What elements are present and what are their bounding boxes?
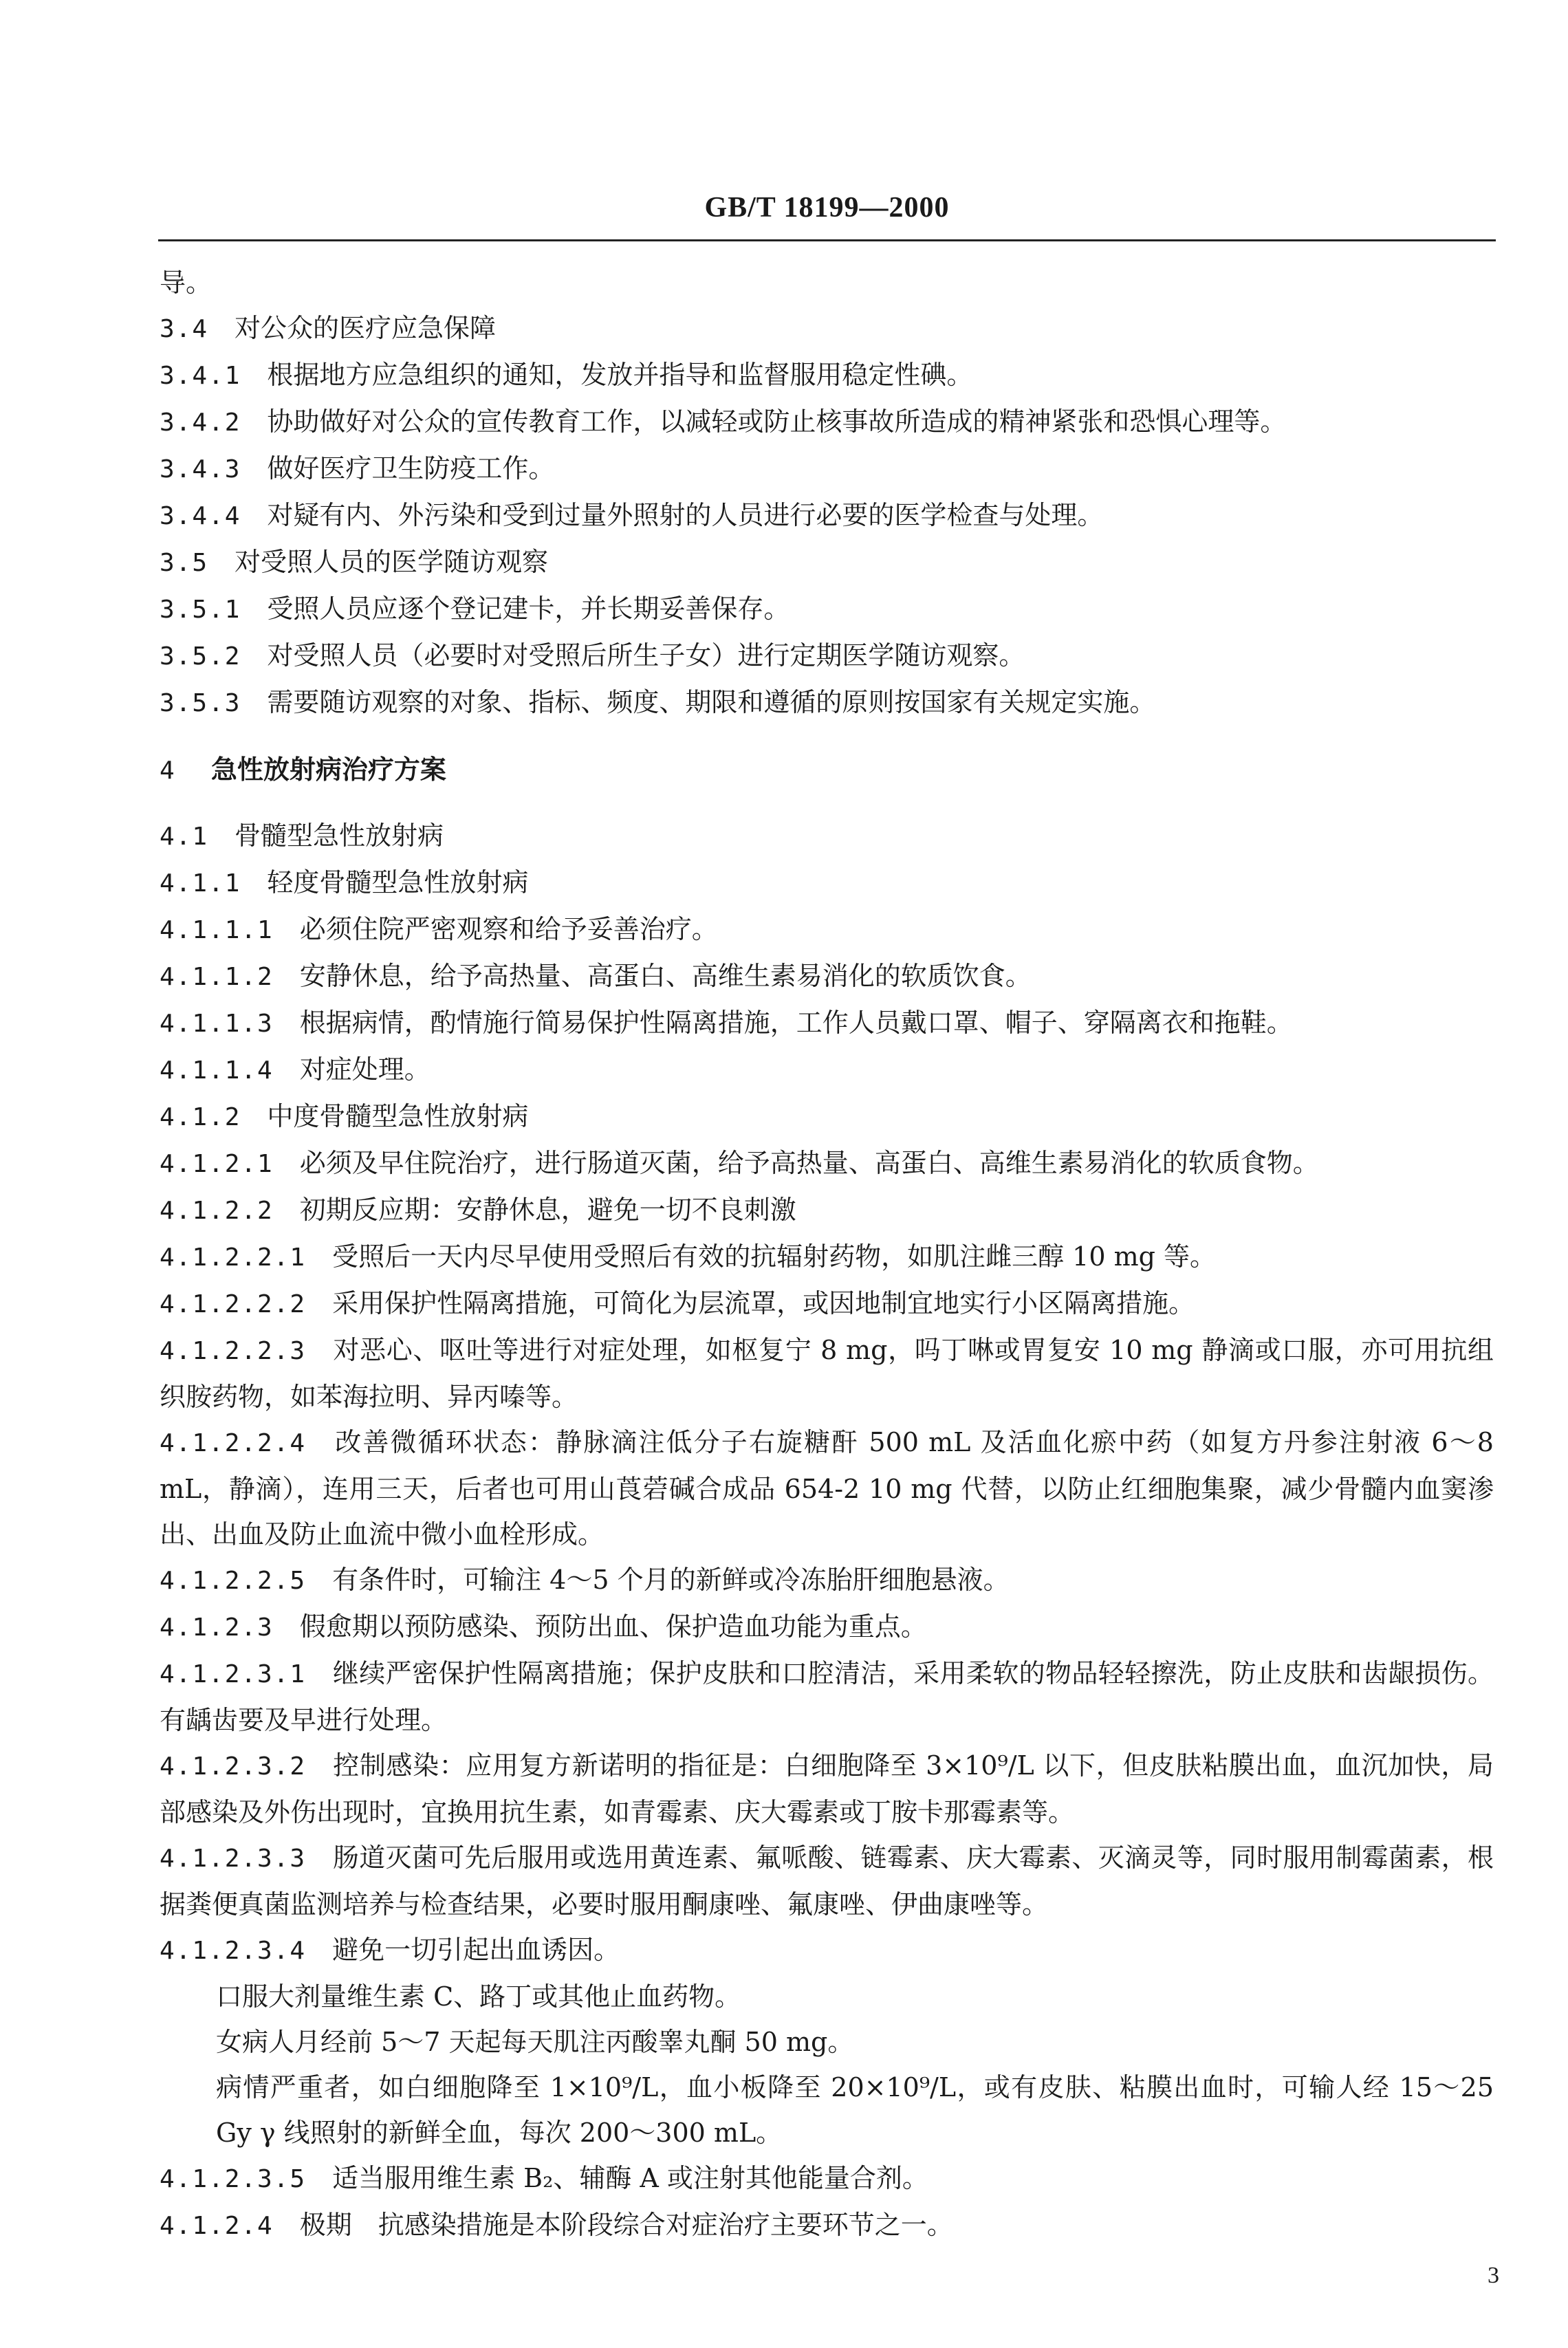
clause-text: 对受照人员（必要时对受照后所生子女）进行定期医学随访观察。	[267, 640, 1025, 671]
clause-text: 安静休息，给予高热量、高蛋白、高维生素易消化的软质饮食。	[299, 961, 1032, 991]
clause-number: 4.1.2.3	[160, 1613, 274, 1642]
clause-number: 4.1.2.3.1	[160, 1660, 307, 1688]
clause-number: 3.5.1	[160, 596, 241, 624]
clause-number: 4.1.2.2.5	[160, 1567, 307, 1595]
clause-text: 有条件时，可输注 4～5 个月的新鲜或冷冻胎肝细胞悬液。	[332, 1565, 1010, 1595]
paragraph	[160, 1651, 1494, 1743]
clause-text: 必须住院严密观察和给予妥善治疗。	[299, 914, 718, 944]
paragraph	[160, 1604, 1494, 1651]
clause-text: 假愈期以预防感染、预防出血、保护造血功能为重点。	[299, 1611, 927, 1642]
paragraph	[160, 1094, 1494, 1140]
paragraph	[160, 1281, 1494, 1327]
paragraph	[160, 906, 1494, 953]
clause-number: 4.1.2.3.4	[160, 1937, 307, 1965]
clause-number: 4.1.1.2	[160, 963, 274, 991]
clause-number: 3.4.3	[160, 455, 241, 483]
clause-number: 4.1.2.1	[160, 1150, 274, 1178]
clause-number: 4.1.1.1	[160, 916, 274, 944]
clause-text: 病情严重者，如白细胞降至 1×10⁹/L，血小板降至 20×10⁹/L，或有皮肤、粘膜出血时，可输人经 15～25 Gy γ 线照射的新鲜全血，每次 200～300 mL。	[216, 2072, 1494, 2148]
clause-text: 对疑有内、外污染和受到过量外照射的人员进行必要的医学检查与处理。	[267, 500, 1104, 530]
clause-number: 3.4.1	[160, 362, 241, 390]
clause-text: 对症处理。	[299, 1054, 431, 1085]
paragraph	[160, 399, 1494, 446]
clause-text: 采用保护性隔离措施，可简化为层流罩，或因地制宜地实行小区隔离措施。	[332, 1288, 1195, 1318]
clause-number: 4	[160, 757, 176, 785]
clause-text: 肠道灭菌可先后服用或选用黄连素、氟哌酸、链霉素、庆大霉素、灭滴灵等，同时服用制霉菌素，根据粪便真菌监测培养与检查结果，必要时服用酮康唑、氟康唑、伊曲康唑等。	[160, 1842, 1494, 1920]
clause-text: 女病人月经前 5～7 天起每天肌注丙酸睾丸酮 50 mg。	[216, 2027, 854, 2057]
paragraph	[160, 1000, 1494, 1047]
clause-text: 做好医疗卫生防疫工作。	[267, 453, 555, 483]
paragraph	[160, 2155, 1494, 2202]
paragraph	[160, 586, 1494, 633]
paragraph	[160, 813, 1494, 860]
paragraph	[160, 1327, 1494, 1420]
paragraph	[160, 539, 1494, 586]
clause-number: 4.1.2.2.2	[160, 1290, 307, 1318]
clause-number: 4.1.2	[160, 1103, 241, 1131]
clause-text: 受照后一天内尽早使用受照后有效的抗辐射药物，如肌注雌三醇 10 mg 等。	[332, 1241, 1217, 1272]
document-body	[160, 260, 1494, 2249]
clause-number: 3.4.4	[160, 502, 241, 530]
clause-text: 极期 抗感染措施是本阶段综合对症治疗主要环节之一。	[299, 2210, 953, 2240]
clause-text: 根据病情，酌情施行简易保护性隔离措施，工作人员戴口罩、帽子、穿隔离衣和拖鞋。	[299, 1008, 1293, 1038]
paragraph	[160, 1187, 1494, 1234]
clause-text: 口服大剂量维生素 C、路丁或其他止血药物。	[216, 1981, 741, 2012]
clause-number: 4.1.2.2.4	[160, 1429, 307, 1457]
clause-number: 4.1	[160, 823, 209, 851]
paragraph	[160, 1974, 1494, 2019]
clause-number: 4.1.1.4	[160, 1056, 274, 1085]
paragraph	[160, 1927, 1494, 1974]
clause-number: 4.1.2.4	[160, 2212, 274, 2240]
clause-text: 骨髓型急性放射病	[235, 820, 444, 851]
paragraph	[160, 953, 1494, 1000]
clause-number: 4.1.2.2.3	[160, 1337, 307, 1365]
paragraph	[160, 446, 1494, 492]
clause-number: 4.1.2.3.3	[160, 1845, 307, 1873]
clause-number: 4.1.2.2.1	[160, 1243, 307, 1272]
clause-text: 适当服用维生素 B₂、辅酶 A 或注射其他能量合剂。	[332, 2163, 928, 2193]
clause-text: 中度骨髓型急性放射病	[267, 1101, 529, 1131]
paragraph	[160, 2065, 1494, 2155]
paragraph	[160, 1743, 1494, 1835]
page-number: 3	[1488, 2263, 1499, 2288]
clause-number: 4.1.2.3.5	[160, 2165, 307, 2193]
clause-text: 需要随访观察的对象、指标、频度、期限和遵循的原则按国家有关规定实施。	[267, 687, 1156, 717]
clause-text: 继续严密保护性隔离措施；保护皮肤和口腔清洁，采用柔软的物品轻轻擦洗，防止皮肤和齿龈损伤。有龋齿要及早进行处理。	[160, 1658, 1494, 1735]
section-heading	[160, 747, 1494, 794]
header-rule	[158, 239, 1496, 241]
clause-text: 协助做好对公众的宣传教育工作，以减轻或防止核事故所造成的精神紧张和恐惧心理等。	[267, 406, 1287, 437]
clause-text: 必须及早住院治疗，进行肠道灭菌，给予高热量、高蛋白、高维生素易消化的软质食物。	[299, 1148, 1319, 1178]
clause-text: 控制感染：应用复方新诺明的指征是：白细胞降至 3×10⁹/L 以下，但皮肤粘膜出血，血沉加快，局部感染及外伤出现时，宜换用抗生素，如青霉素、庆大霉素或丁胺卡那霉素等。	[160, 1750, 1494, 1827]
clause-number: 4.1.1.3	[160, 1010, 274, 1038]
clause-number: 4.1.2.2	[160, 1197, 274, 1225]
paragraph	[160, 1140, 1494, 1187]
clause-text: 轻度骨髓型急性放射病	[267, 867, 529, 898]
paragraph	[160, 1047, 1494, 1094]
clause-text: 避免一切引起出血诱因。	[332, 1935, 620, 1965]
clause-number: 3.5.3	[160, 689, 241, 717]
clause-number: 4.1.1	[160, 869, 241, 898]
clause-number: 3.4	[160, 315, 209, 343]
clause-text: 改善微循环状态：静脉滴注低分子右旋糖酐 500 mL 及活血化瘀中药（如复方丹参注射液 6～8 mL，静滴），连用三天，后者也可用山莨菪碱合成品 654-2 10 mg 代替，以防止红细胞集聚，减少骨髓内血窦渗出、出血及防止血流中微小血栓形成。	[160, 1427, 1494, 1550]
paragraph	[160, 1420, 1494, 1557]
paragraph	[160, 1557, 1494, 1604]
clause-number: 3.4.2	[160, 409, 241, 437]
paragraph	[160, 260, 1494, 305]
clause-number: 4.1.2.3.2	[160, 1752, 307, 1781]
clause-text: 初期反应期：安静休息，避免一切不良刺激	[299, 1195, 796, 1225]
paragraph	[160, 1835, 1494, 1927]
clause-text: 导。	[160, 268, 213, 298]
clause-number: 3.5.2	[160, 642, 241, 671]
clause-text: 对受照人员的医学随访观察	[235, 547, 549, 577]
clause-text: 对恶心、呕吐等进行对症处理，如枢复宁 8 mg，吗丁啉或胃复安 10 mg 静滴或口服，亦可用抗组织胺药物，如苯海拉明、异丙嗪等。	[160, 1335, 1494, 1412]
paragraph	[160, 1234, 1494, 1281]
paragraph	[160, 2019, 1494, 2065]
clause-text: 急性放射病治疗方案	[210, 754, 446, 785]
paragraph	[160, 492, 1494, 539]
clause-text: 对公众的医疗应急保障	[235, 313, 497, 343]
clause-text: 根据地方应急组织的通知，发放并指导和监督服用稳定性碘。	[267, 360, 973, 390]
paragraph	[160, 352, 1494, 399]
document-header: GB/T 18199—2000	[704, 192, 950, 224]
paragraph	[160, 305, 1494, 352]
paragraph	[160, 633, 1494, 680]
clause-number: 3.5	[160, 549, 209, 577]
paragraph	[160, 680, 1494, 726]
paragraph	[160, 2202, 1494, 2249]
clause-text: 受照人员应逐个登记建卡，并长期妥善保存。	[267, 594, 790, 624]
paragraph	[160, 860, 1494, 906]
